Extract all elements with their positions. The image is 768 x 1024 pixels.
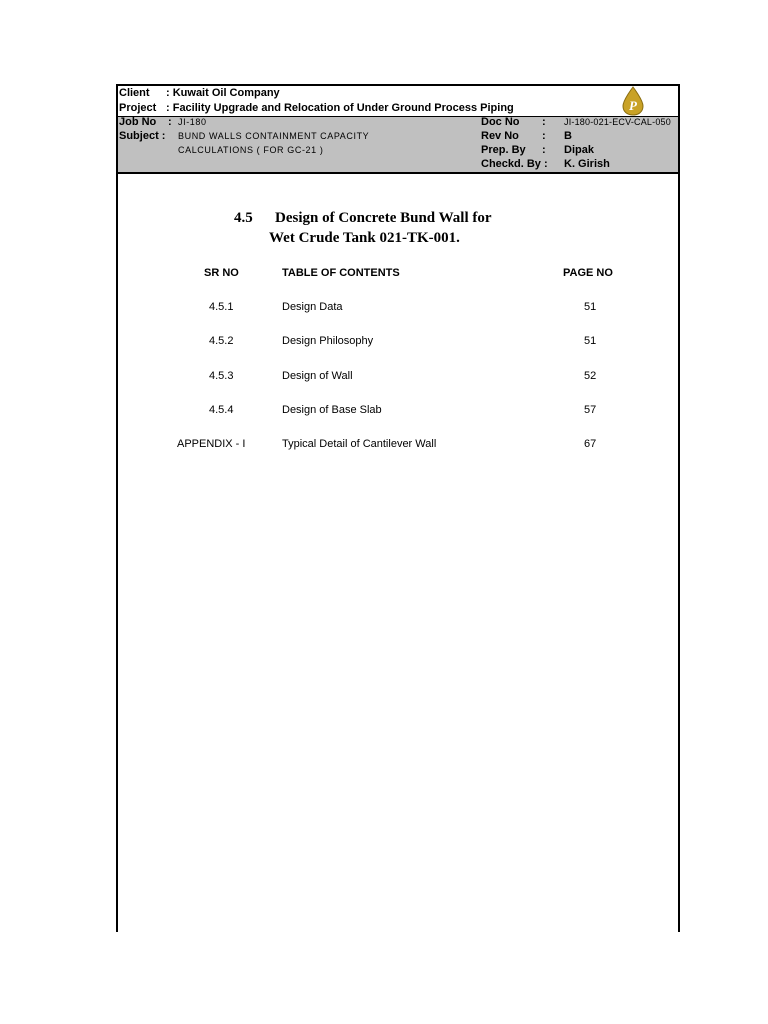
toc-page: 57 <box>584 404 597 416</box>
document-sheet <box>116 84 680 932</box>
rev-value: B <box>564 130 572 142</box>
doc-label: Doc No <box>481 116 520 128</box>
subject-line-2: CALCULATIONS ( FOR GC-21 ) <box>178 145 324 155</box>
company-logo-drop-icon <box>618 86 648 116</box>
client-value: : Kuwait Oil Company <box>166 87 280 99</box>
section-title-line-2: Wet Crude Tank 021-TK-001. <box>269 230 460 246</box>
toc-title: Design Data <box>282 301 343 313</box>
toc-header-title: TABLE OF CONTENTS <box>282 267 400 279</box>
subject-label: Subject : <box>119 130 166 142</box>
job-label: Job No <box>119 116 157 128</box>
toc-page: 51 <box>584 301 597 313</box>
toc-sr: 4.5.3 <box>209 370 234 382</box>
job-value: JI-180 <box>178 117 207 127</box>
toc-title: Design of Wall <box>282 370 353 382</box>
toc-sr: 4.5.4 <box>209 404 234 416</box>
toc-sr: 4.5.2 <box>209 335 234 347</box>
section-number: 4.5 <box>234 210 253 226</box>
prep-label: Prep. By <box>481 144 526 156</box>
toc-sr: 4.5.1 <box>209 301 234 313</box>
toc-sr: APPENDIX - I <box>177 438 246 450</box>
prep-value: Dipak <box>564 144 594 156</box>
toc-title: Design Philosophy <box>282 335 374 347</box>
toc-page: 51 <box>584 335 597 347</box>
subject-line-1: BUND WALLS CONTAINMENT CAPACITY <box>178 131 370 141</box>
toc-header-page: PAGE NO <box>563 267 613 279</box>
project-value: : Facility Upgrade and Relocation of Under Ground Process Piping <box>166 102 514 114</box>
project-label: Project <box>119 102 157 114</box>
doc-colon: : <box>542 116 546 128</box>
toc-title: Design of Base Slab <box>282 404 382 416</box>
client-label: Client <box>119 87 150 99</box>
rev-label: Rev No <box>481 130 519 142</box>
rev-colon: : <box>542 130 546 142</box>
toc-page: 67 <box>584 438 597 450</box>
check-value: K. Girish <box>564 158 610 170</box>
toc-page: 52 <box>584 370 597 382</box>
section-title-line-1: Design of Concrete Bund Wall for <box>275 210 492 226</box>
check-label: Checkd. By : <box>481 158 548 170</box>
toc-title: Typical Detail of Cantilever Wall <box>282 438 437 450</box>
svg-text:P: P <box>629 98 637 113</box>
doc-value: JI-180-021-ECV-CAL-050 <box>564 117 671 127</box>
toc-header-sr: SR NO <box>204 267 239 279</box>
job-colon: : <box>168 116 172 128</box>
prep-colon: : <box>542 144 546 156</box>
